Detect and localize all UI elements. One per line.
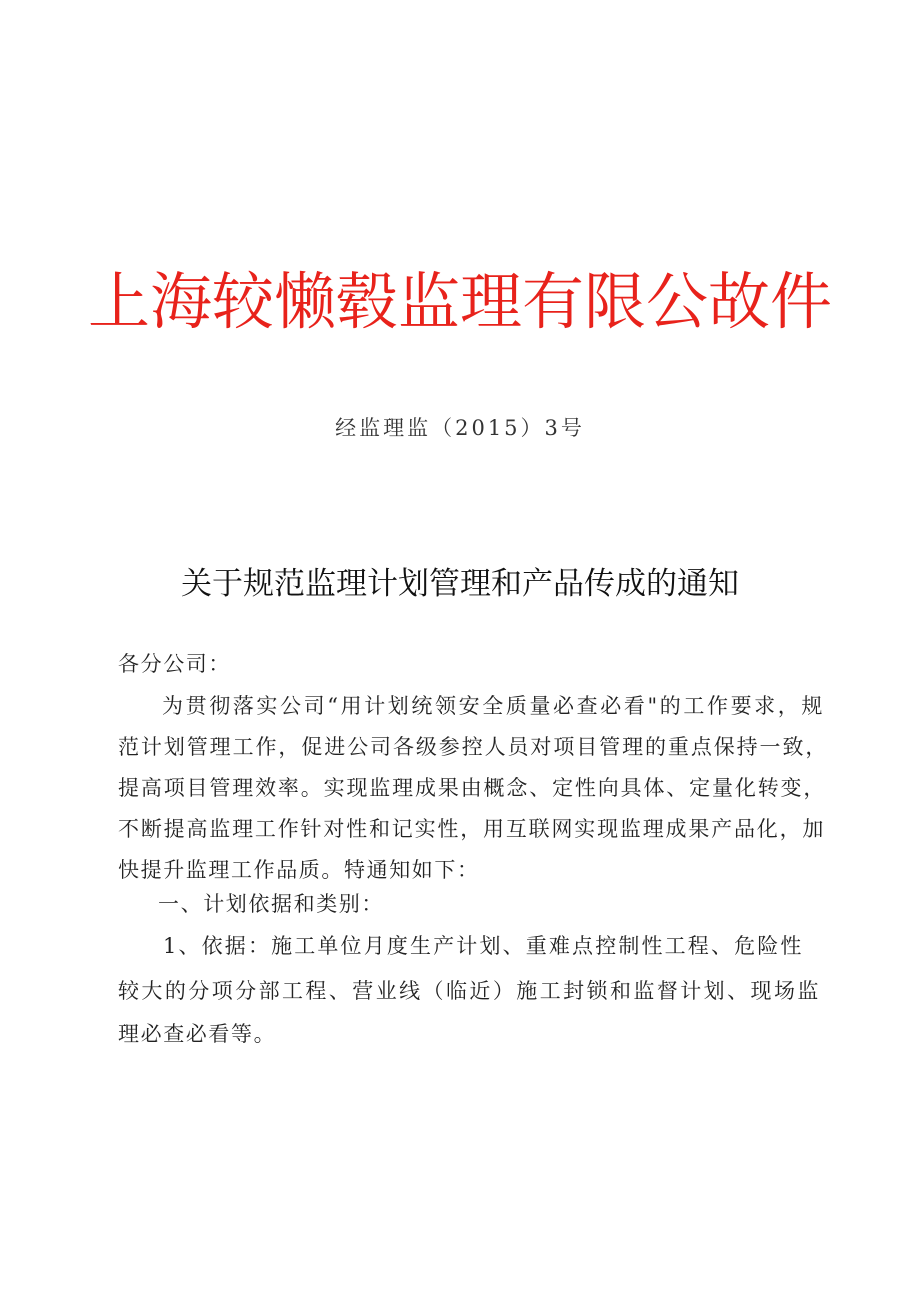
item-line-1: 1、依据：施工单位月度生产计划、重难点控制性工程、危险性 [163,934,803,958]
body-line-1: 为贯彻落实公司“用计划统领安全质量必查必看"的工作要求，规 [162,694,824,718]
body-line-5: 快提升监理工作品质。特通知如下： [118,858,480,882]
body-line-4: 不断提高监理工作针对性和记实性，用互联网实现监理成果产品化，加 [118,817,825,841]
org-red-header: 上海较懒毂监理有限公故件 [87,265,832,338]
item-line-2: 较大的分项分部工程、营业线（临近）施工封锁和监督计划、现场监 [118,979,820,1003]
item-line-3: 理必查必看等。 [118,1022,277,1046]
body-line-3: 提高项目管理效率。实现监理成果由概念、定性向具体、定量化转变， [118,776,826,800]
notice-title: 关于规范监理计划管理和产品传成的通知 [181,566,739,602]
body-line-2: 范计划管理工作，促进公司各级参控人员对项目管理的重点保持一致， [118,735,828,759]
salutation: 各分公司： [118,652,231,676]
section-heading: 一、计划依据和类别： [158,892,384,916]
document-number: 经监理监（2015）3号 [335,416,585,440]
